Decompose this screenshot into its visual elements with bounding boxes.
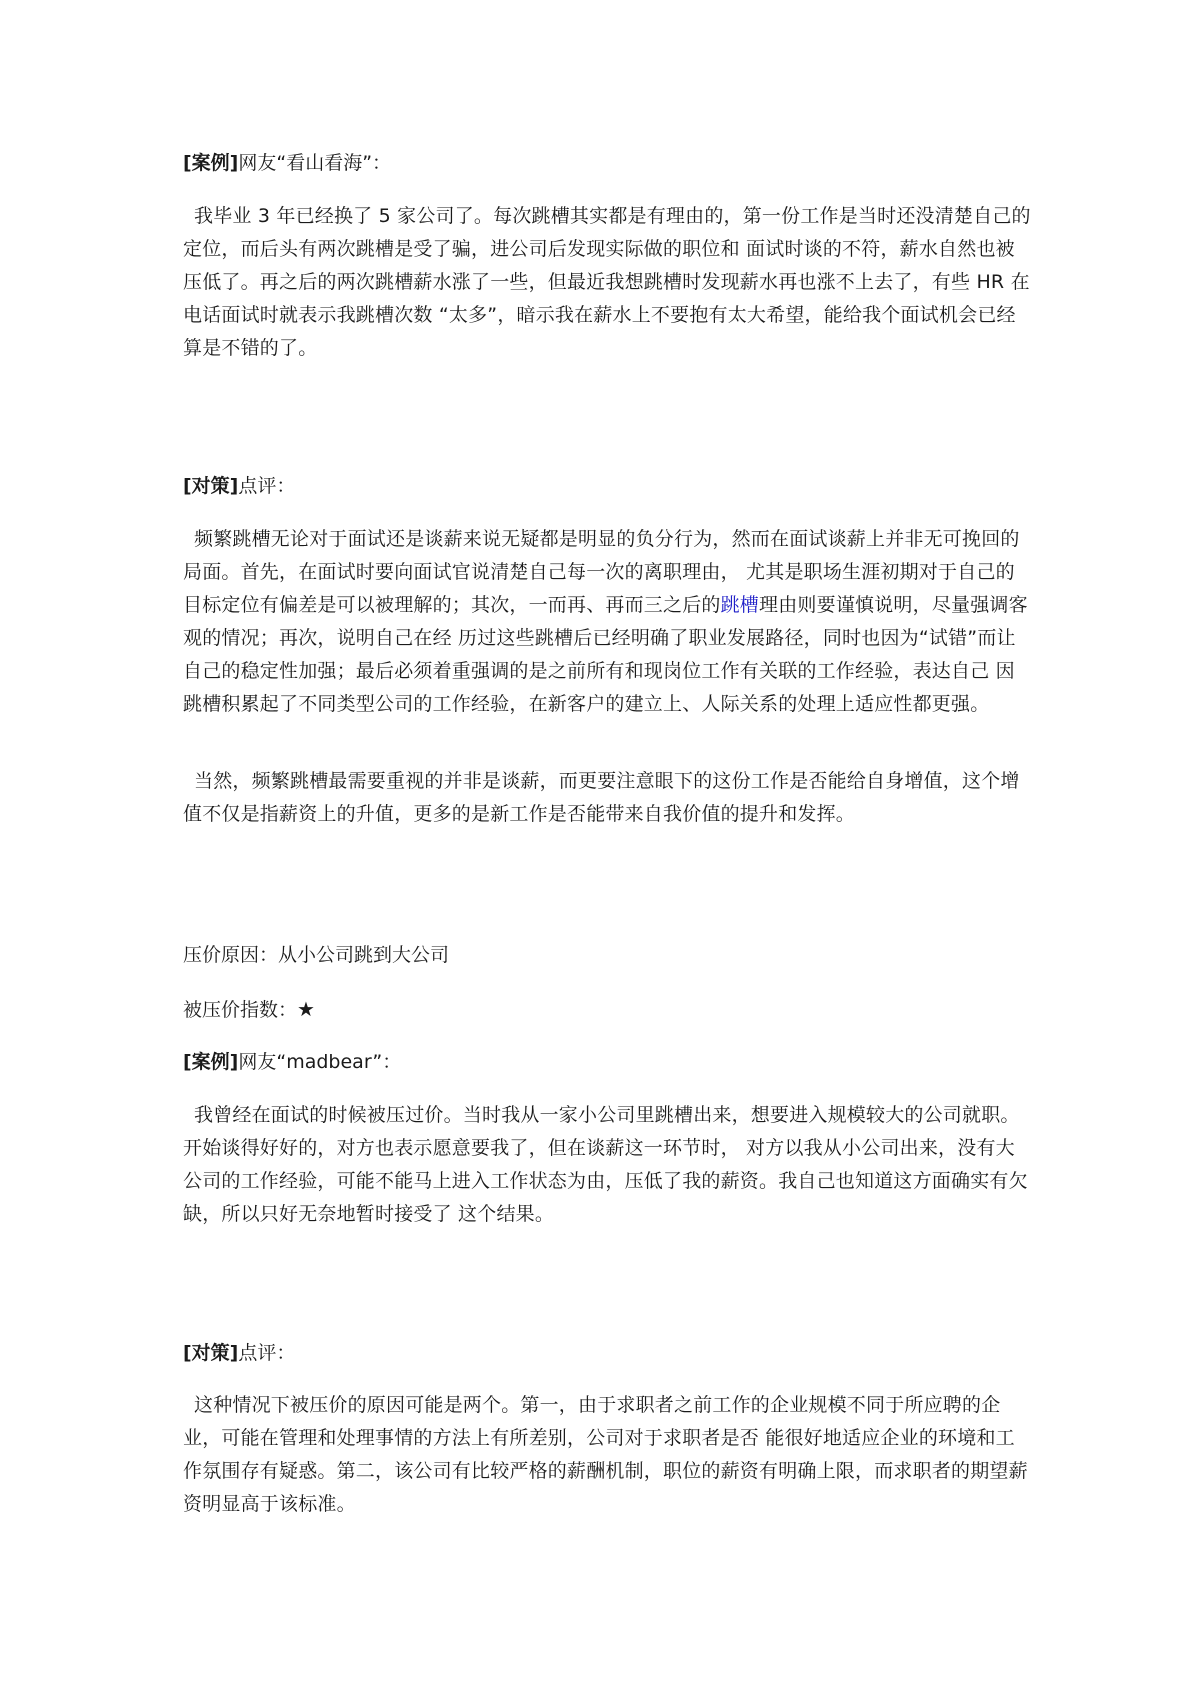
- index-line: [183, 994, 1033, 1025]
- comment-tag: [对策]: [183, 1342, 239, 1364]
- comment-text-after-link: 理由则要谨慎说明，尽量强调客观的情况；再次，说明自己在经 历过这些跳槽后已经明确了职业发展路径，同时也因为“试错”而让自己的稳定性加强；最后必须着重强调的是之前所有和现岗位工作有关联的工作经验，表达自己 因跳槽积累起了不同类型公司的工作经验，在新客户的建立上、人际关系的处理上适应性都更强。: [183, 594, 1028, 715]
- case-heading-2: [183, 1047, 1033, 1077]
- case-body-1: 我毕业 3 年已经换了 5 家公司了。每次跳槽其实都是有理由的，第一份工作是当时还没清楚自己的定位，而后头有两次跳槽是受了骗，进公司后发现实际做的职位和 面试时谈的不符，薪水自然也被压低了。再之后的两次跳槽薪水涨了一些，但最近我想跳槽时发现薪水再也涨不上去了，有些 HR 在电话面试时就表示我跳槽次数 “太多”，暗示我在薪水上不要抱有太大希望，能给我个面试机会已经算是不错的了。: [183, 205, 1031, 359]
- comment-heading-2: [183, 1338, 1033, 1368]
- comment-text-before-link: 频繁跳槽无论对于面试还是谈薪来说无疑都是明显的负分行为，然而在面试谈薪上并非无可挽回的局面。首先，在面试时要向面试官说清楚自己每一次的离职理由， 尤其是职场生涯初期对于自己的目标定位有偏差是可以被理解的；其次，一而再、再而三之后的: [183, 528, 1020, 616]
- reason-line: 压价原因：从小公司跳到大公司: [183, 944, 450, 966]
- comment-body-1: [183, 523, 1033, 721]
- comment-heading-1: [183, 471, 1033, 501]
- index-label: 被压价指数：: [183, 999, 298, 1021]
- comment-heading-text: 点评：: [238, 475, 296, 497]
- comment-heading-text: 点评：: [238, 1342, 296, 1364]
- case-heading-text: 网友“madbear”：: [238, 1051, 402, 1073]
- case-tag: [案例]: [183, 152, 239, 174]
- case-body-2: 我曾经在面试的时候被压过价。当时我从一家小公司里跳槽出来，想要进入规模较大的公司就职。开始谈得好好的，对方也表示愿意要我了，但在谈薪这一环节时， 对方以我从小公司出来，没有大公司的工作经验，可能不能马上进入工作状态为由，压低了我的薪资。我自己也知道这方面确实有欠缺，所以只好无奈地暂时接受了 这个结果。: [183, 1104, 1028, 1225]
- case-heading-1: [183, 148, 1033, 178]
- star-icon: ★: [297, 997, 315, 1021]
- case-heading-text: 网友“看山看海”：: [238, 152, 392, 174]
- comment-tag: [对策]: [183, 475, 239, 497]
- comment-body-2: 这种情况下被压价的原因可能是两个。第一，由于求职者之前工作的企业规模不同于所应聘的企业，可能在管理和处理事情的方法上有所差别，公司对于求职者是否 能很好地适应企业的环境和工作氛围存有疑惑。第二，该公司有比较严格的薪酬机制，职位的薪资有明确上限，而求职者的期望薪资明显高于该标准。: [183, 1394, 1028, 1515]
- job-hopping-link[interactable]: 跳槽: [720, 594, 760, 616]
- comment-body-1b: 当然，频繁跳槽最需要重视的并非是谈薪，而更要注意眼下的这份工作是否能给自身增值，这个增值不仅是指薪资上的升值，更多的是新工作是否能带来自我价值的提升和发挥。: [183, 770, 1020, 825]
- case-tag: [案例]: [183, 1051, 239, 1073]
